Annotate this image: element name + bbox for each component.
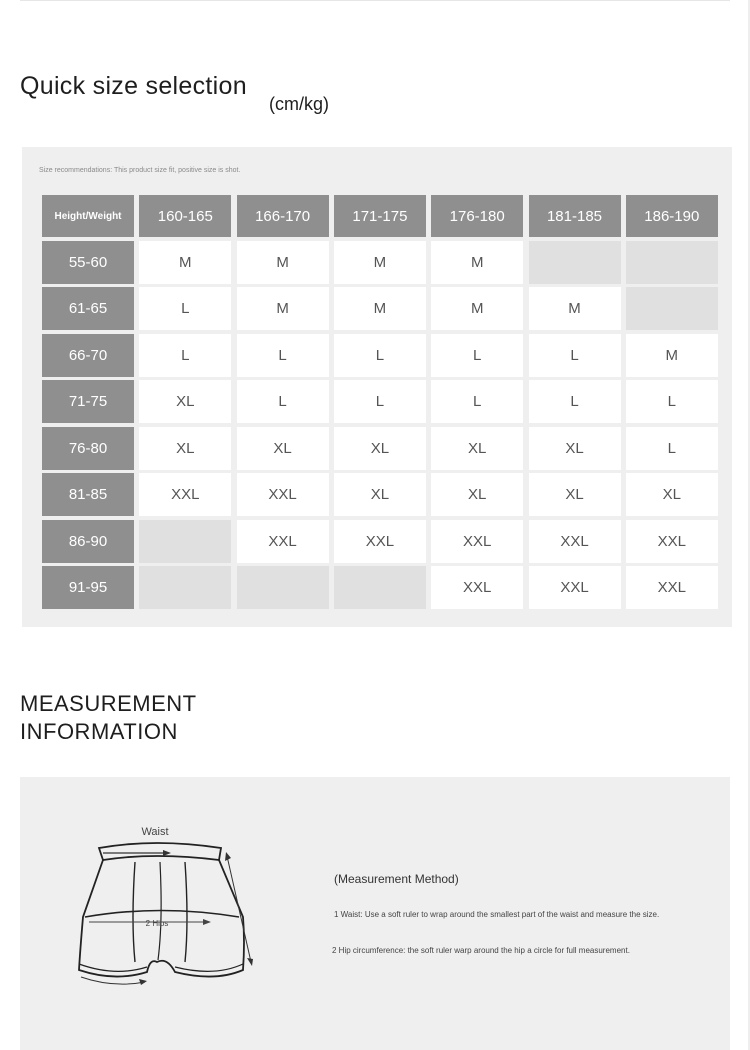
size-cell: L (334, 380, 426, 423)
size-cell: M (334, 287, 426, 330)
size-cell: XL (237, 427, 329, 470)
row-header: 76-80 (42, 427, 134, 470)
size-cell: L (139, 287, 231, 330)
size-cell: XL (431, 473, 523, 516)
size-cell: L (529, 334, 621, 377)
waistband-shape (99, 843, 221, 860)
row-header: 55-60 (42, 241, 134, 284)
column-header: 186-190 (626, 195, 718, 237)
size-cell: M (237, 287, 329, 330)
size-cell: M (529, 287, 621, 330)
size-section-title: Quick size selection (20, 72, 247, 100)
size-cell: XXL (626, 566, 718, 609)
empty-cell (139, 520, 231, 563)
size-cell: L (431, 380, 523, 423)
size-cell: XXL (626, 520, 718, 563)
hips-label: 2 Hips (145, 919, 169, 928)
size-cell: L (139, 334, 231, 377)
waist-label: Waist (141, 826, 169, 838)
size-cell: XXL (431, 566, 523, 609)
hem-left (79, 964, 147, 971)
size-cell: M (139, 241, 231, 284)
waist-arrowhead (163, 850, 171, 856)
corner-header: Height/Weight (42, 195, 134, 237)
size-cell: M (431, 287, 523, 330)
size-cell: XXL (431, 520, 523, 563)
measurement-title (20, 690, 197, 746)
row-header: 61-65 (42, 287, 134, 330)
side-length-arrow (227, 856, 251, 962)
measurement-title-line1: MEASUREMENT (20, 691, 197, 716)
size-cell: XXL (529, 566, 621, 609)
column-header: 171-175 (334, 195, 426, 237)
size-cell: XXL (139, 473, 231, 516)
empty-cell (626, 241, 718, 284)
size-cell: XXL (529, 520, 621, 563)
column-header: 160-165 (139, 195, 231, 237)
measurement-panel (20, 777, 730, 1050)
size-cell: M (626, 334, 718, 377)
size-cell: XL (529, 427, 621, 470)
hem-right (175, 964, 243, 971)
size-cell: L (626, 427, 718, 470)
row-header: 86-90 (42, 520, 134, 563)
size-cell: XXL (334, 520, 426, 563)
size-cell: L (626, 380, 718, 423)
shorts-diagram (75, 822, 265, 1002)
side-arrowhead-bottom (247, 958, 253, 966)
hem-arrowhead (139, 979, 147, 985)
column-header: 176-180 (431, 195, 523, 237)
size-cell: L (529, 380, 621, 423)
size-cell: XL (139, 380, 231, 423)
empty-cell (529, 241, 621, 284)
size-cell: M (431, 241, 523, 284)
size-cell: L (334, 334, 426, 377)
size-cell: XL (529, 473, 621, 516)
hem-arrow (81, 977, 145, 984)
method-line-hip: 2 Hip circumference: the soft ruler warp around the hip a circle for full measurement. (332, 946, 630, 955)
row-header: 66-70 (42, 334, 134, 377)
row-header: 81-85 (42, 473, 134, 516)
column-header: 181-185 (529, 195, 621, 237)
size-cell: XL (626, 473, 718, 516)
size-cell: L (431, 334, 523, 377)
size-note: Size recommendations: This product size fit, positive size is shot. (39, 167, 241, 174)
hips-arrowhead (203, 919, 211, 925)
size-chart-panel (22, 147, 732, 627)
size-cell: M (237, 241, 329, 284)
measurement-title-line2: INFORMATION (20, 719, 178, 744)
size-cell: XL (139, 427, 231, 470)
method-title: (Measurement Method) (334, 872, 459, 886)
column-header: 166-170 (237, 195, 329, 237)
size-unit-label: (cm/kg) (269, 94, 329, 114)
size-cell: XL (334, 427, 426, 470)
empty-cell (139, 566, 231, 609)
size-cell: XL (431, 427, 523, 470)
row-header: 91-95 (42, 566, 134, 609)
top-divider (20, 0, 730, 1)
size-cell: M (334, 241, 426, 284)
row-header: 71-75 (42, 380, 134, 423)
size-cell: L (237, 334, 329, 377)
method-line-waist: 1 Waist: Use a soft ruler to wrap around the smallest part of the waist and measure the size. (334, 910, 660, 919)
size-cell: XXL (237, 520, 329, 563)
size-cell: XL (334, 473, 426, 516)
empty-cell (626, 287, 718, 330)
empty-cell (334, 566, 426, 609)
empty-cell (237, 566, 329, 609)
hips-line (85, 911, 239, 918)
size-cell: XXL (237, 473, 329, 516)
size-cell: L (237, 380, 329, 423)
